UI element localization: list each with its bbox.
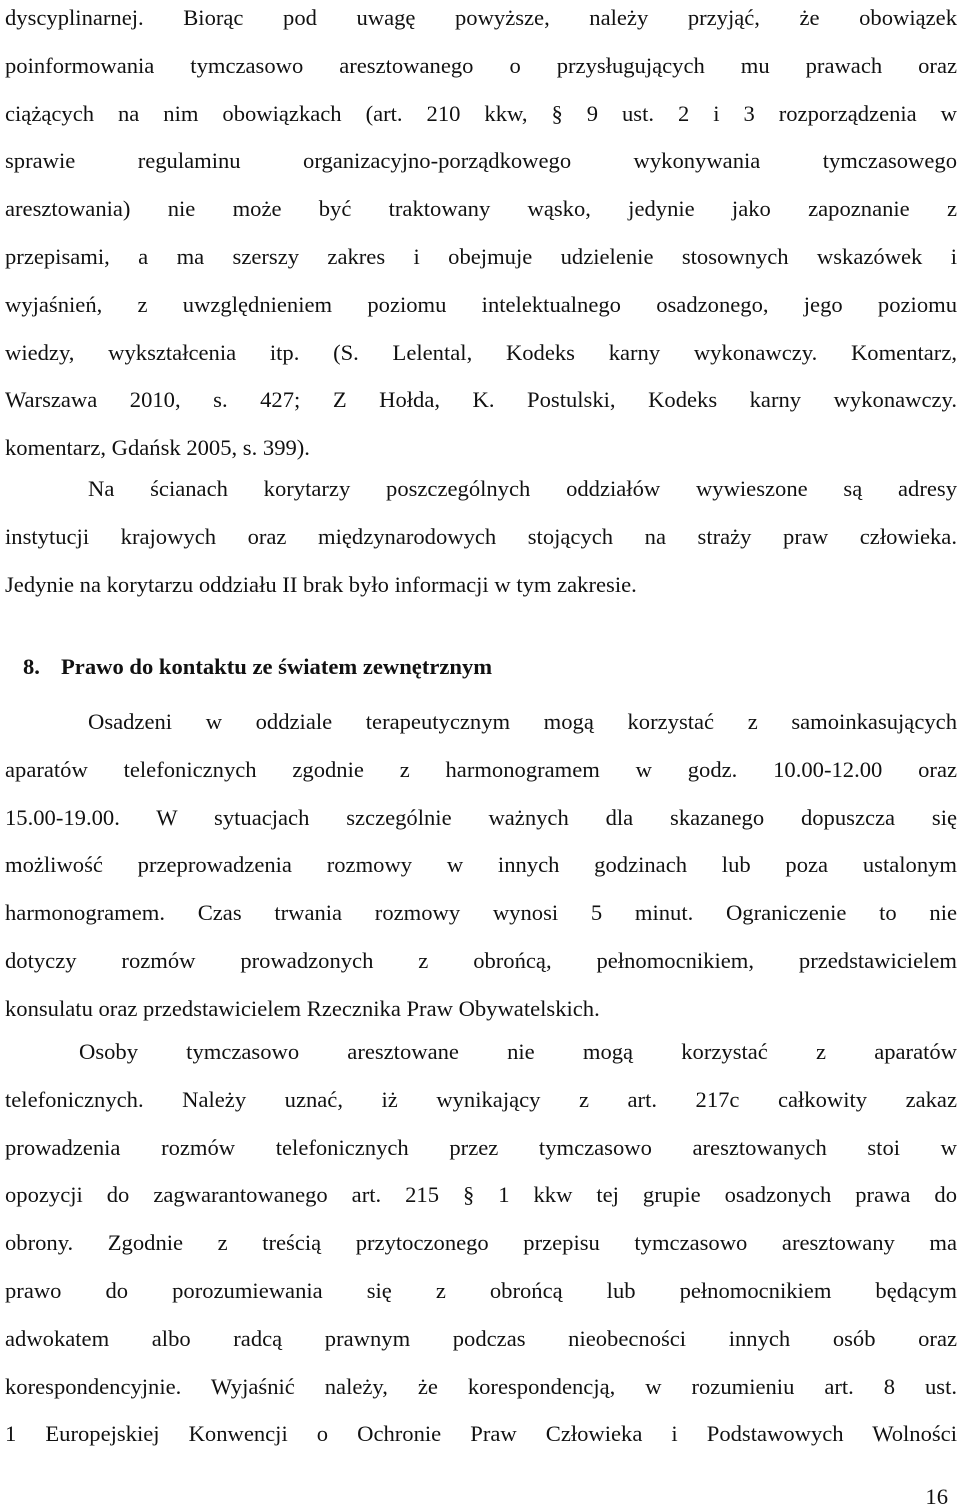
text-line: dyscyplinarnej. Biorąc pod uwagę powyższe, należy przyjąć, że obowiązek (5, 5, 957, 30)
text-line: wiedzy, wykształcenia itp. (S. Lelental, Kodeks karny wykonawczy. Komentarz, (5, 339, 957, 365)
paragraph-2 (5, 465, 957, 608)
page-number: 16 (925, 1484, 948, 1509)
text-line: konsulatu oraz przedstawicielem Rzecznika Praw Obywatelskich. (5, 995, 600, 1021)
text-line: harmonogramem. Czas trwania rozmowy wynosi 5 minut. Ograniczenie to nie (5, 900, 957, 926)
text-line: aparatów telefonicznych zgodnie z harmonogramem w godz. 10.00-12.00 oraz (5, 756, 957, 782)
text-line: dotyczy rozmów prowadzonych z obrońcą, pełnomocnikiem, przedstawicielem (5, 947, 957, 973)
paragraph-4 (5, 1028, 957, 1458)
text-line: poinformowania tymczasowo aresztowanego o przysługujących mu prawach oraz (5, 52, 957, 78)
section-heading (23, 654, 492, 680)
text-line: prawo do porozumiewania się z obrońcą lub pełnomocnikiem będącym (5, 1277, 957, 1303)
text-line: ciążących na nim obowiązkach (art. 210 kkw, § 9 ust. 2 i 3 rozporządzenia w (5, 100, 957, 126)
paragraph-3 (5, 698, 957, 1033)
text-line: aresztowania) nie może być traktowany wąsko, jedynie jako zapoznanie z (5, 196, 957, 222)
text-line: Warszawa 2010, s. 427; Z Hołda, K. Postulski, Kodeks karny wykonawczy. (5, 387, 957, 413)
text-line: instytucji krajowych oraz międzynarodowych stojących na straży praw człowieka. (5, 523, 957, 549)
text-line: Jedynie na korytarzu oddziału II brak było informacji w tym zakresie. (5, 571, 637, 597)
text-line: 1 Europejskiej Konwencji o Ochronie Praw Człowieka i Podstawowych Wolności (5, 1421, 957, 1447)
text-line: wyjaśnień, z uwzględnieniem poziomu intelektualnego osadzonego, jego poziomu (5, 291, 957, 317)
text-line: Osadzeni w oddziale terapeutycznym mogą korzystać z samoinkasujących (88, 709, 957, 734)
paragraph-1 (5, 0, 957, 472)
text-line: Na ścianach korytarzy poszczególnych oddziałów wywieszone są adresy (88, 476, 957, 501)
text-line: komentarz, Gdańsk 2005, s. 399). (5, 435, 310, 461)
text-line: 15.00-19.00. W sytuacjach szczególnie ważnych dla skazanego dopuszcza się (5, 804, 957, 830)
text-line: obrony. Zgodnie z treścią przytoczonego przepisu tymczasowo aresztowany ma (5, 1230, 957, 1256)
text-line: korespondencyjnie. Wyjaśnić należy, że korespondencją, w rozumieniu art. 8 ust. (5, 1373, 957, 1399)
text-line: opozycji do zagwarantowanego art. 215 § 1 kkw tej grupie osadzonych prawa do (5, 1182, 957, 1208)
section-title: Prawo do kontaktu ze światem zewnętrznym (61, 654, 493, 679)
text-line: sprawie regulaminu organizacyjno-porządkowego wykonywania tymczasowego (5, 148, 957, 174)
text-line: przepisami, a ma szerszy zakres i obejmuje udzielenie stosownych wskazówek i (5, 243, 957, 269)
section-number: 8. (23, 654, 40, 679)
text-line: Osoby tymczasowo aresztowane nie mogą korzystać z aparatów (79, 1039, 957, 1064)
text-line: możliwość przeprowadzenia rozmowy w innych godzinach lub poza ustalonym (5, 852, 957, 878)
text-line: adwokatem albo radcą prawnym podczas nieobecności innych osób oraz (5, 1325, 957, 1351)
text-line: prowadzenia rozmów telefonicznych przez tymczasowo aresztowanych stoi w (5, 1134, 957, 1160)
text-line: telefonicznych. Należy uznać, iż wynikający z art. 217c całkowity zakaz (5, 1086, 957, 1112)
